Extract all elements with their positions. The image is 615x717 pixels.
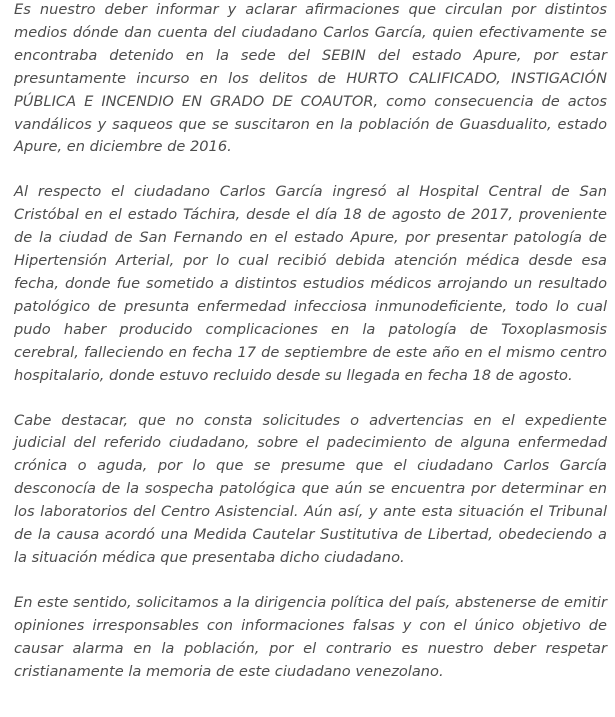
paragraph-judicial-record: Cabe destacar, que no consta solicitudes o advertencias en el expediente judicial del referido ciudadano, sobre el padecimiento de alguna enfermedad crónica o aguda, por lo que se presume que el ciudadano Carlos García desconocía de la sospecha patológica que aún se encuentra por determinar en los laboratorios del Centro Asistencial. Aún así, y ante esta situación el Tribunal de la causa acordó una Medida Cautelar Sustitutiva de Libertad, obedeciendo a la situación médica que presentaba dicho ciudadano. [14,411,607,566]
paragraph-request-to-politicians: En este sentido, solicitamos a la dirigencia política del país, abstenerse de emitir opiniones irresponsables con informaciones falsas y con el único objetivo de causar alarma en la población, por el contrario es nuestro deber respetar cristianamente la memoria de este ciudadano venezolano. [14,593,607,680]
paragraph-hospital-admission: Al respecto el ciudadano Carlos García ingresó al Hospital Central de San Cristóbal en el estado Táchira, desde el día 18 de agosto de 2017, proveniente de la ciudad de San Fernando en el estado Apure, por presentar patología de Hipertensión Arterial, por lo cual recibió debida atención médica desde esa fecha, donde fue sometido a distintos estudios médicos arrojando un resultado patológico de presunta enfermedad infecciosa inmunodeficiente, todo lo cual pudo haber producido complicaciones en la patología de Toxoplasmosis cerebral, falleciendo en fecha 17 de septiembre de este año en el mismo centro hospitalario, donde estuvo recluido desde su llegada en fecha 18 de agosto. [14,183,607,384]
paragraph-detention-clarification: Es nuestro deber informar y aclarar afirmaciones que circulan por distintos medios dónde dan cuenta del ciudadano Carlos García, quien efectivamente se encontraba detenido en la sede del SEBIN del estado Apure, por estar presuntamente incurso en los delitos de HURTO CALIFICADO, INSTIGACIÓN PÚBLICA E INCENDIO EN GRADO DE COAUTOR, como consecuencia de actos vandálicos y saqueos que se suscitaron en la población de Guasdualito, estado Apure, en diciembre de 2016. [14,1,607,156]
